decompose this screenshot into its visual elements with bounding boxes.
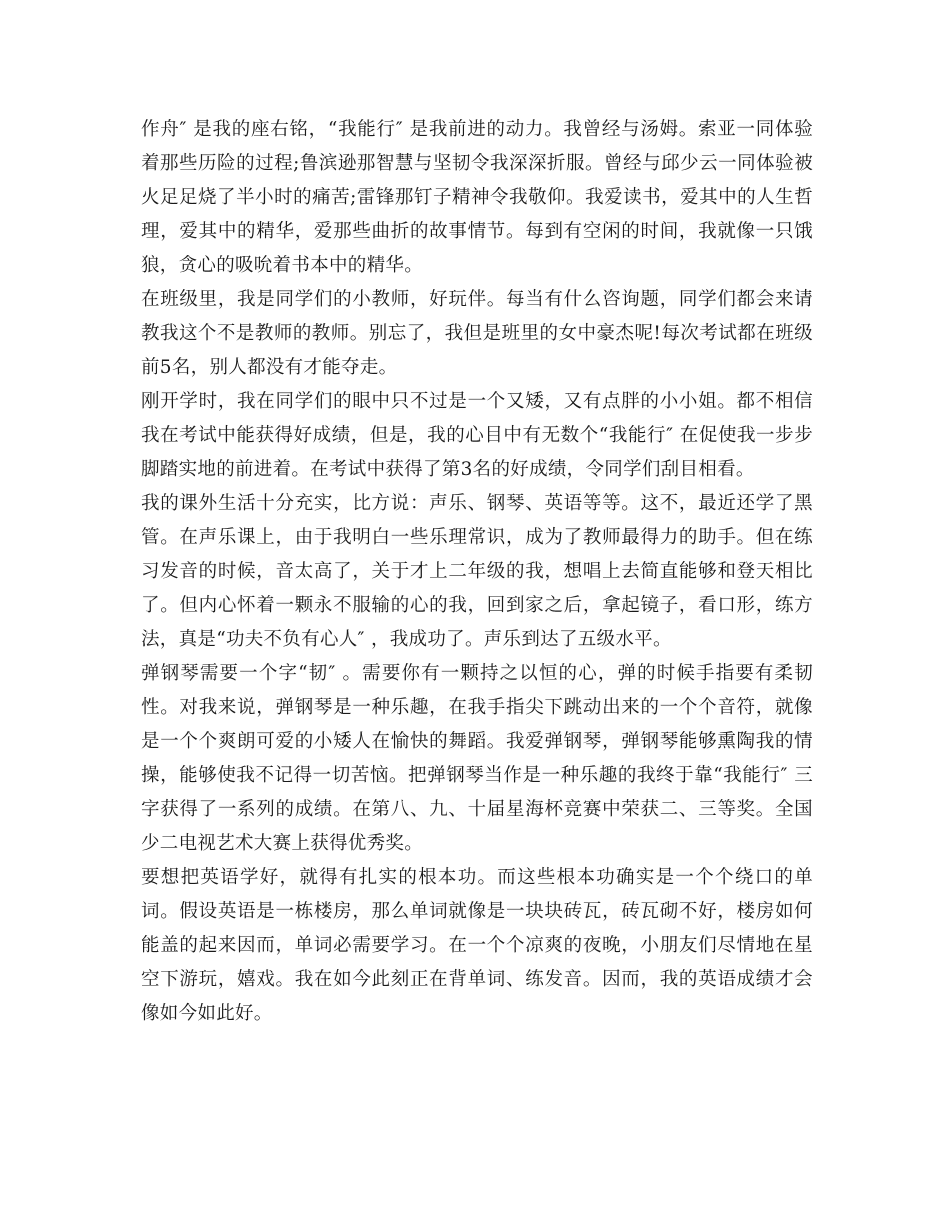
paragraph-class: 在班级里，我是同学们的小教师，好玩伴。每当有什么咨询题，同学们都会来请教我这个不是教师的教师。别忘了，我但是班里的女中豪杰呢!每次考试都在班级前5名，别人都没有才能夺走。 <box>141 289 813 378</box>
paragraph-english: 要想把英语学好，就得有扎实的根本功。而这些根本功确实是一个个绕口的单词。假设英语是一栋楼房，那么单词就像是一块块砖瓦，砖瓦砌不好，楼房如何能盖的起来因而，单词必需要学习。在一个个凉爽的夜晚，小朋友们尽情地在星空下游玩，嬉戏。我在如今此刻正在背单词、练发音。因而，我的英语成绩才会像如今如此好。 <box>141 867 813 1024</box>
paragraph-school-start: 刚开学时，我在同学们的眼中只不过是一个又矮，又有点胖的小小姐。都不相信我在考试中能获得好成绩，但是，我的心目中有无数个“我能行″ 在促使我一步步脚踏实地的前进着。在考试中获得了第3名的好成绩，令同学们刮目相看。 <box>141 391 813 480</box>
document-body <box>141 113 813 1031</box>
paragraph-piano: 弹钢琴需要一个字“韧″ 。需要你有一颗持之以恒的心，弹的时候手指要有柔韧性。对我来说，弹钢琴是一种乐趣，在我手指尖下跳动出来的一个个音符，就像是一个个爽朗可爱的小矮人在愉快的舞蹈。我爱弹钢琴，弹钢琴能够熏陶我的情操，能够使我不记得一切苦恼。把弹钢琴当作是一种乐趣的我终于靠“我能行″ 三字获得了一系列的成绩。在第八、九、十届星海杯竞赛中荣获二、三等奖。全国少二电视艺术大赛上获得优秀奖。 <box>141 663 813 854</box>
paragraph-reading: 作舟″ 是我的座右铭，“我能行″ 是我前进的动力。我曾经与汤姆。索亚一同体验着那些历险的过程;鲁滨逊那智慧与坚韧令我深深折服。曾经与邱少云一同体验被火足足烧了半小时的痛苦;雷锋那钉子精神令我敬仰。我爱读书，爱其中的人生哲理，爱其中的精华，爱那些曲折的故事情节。每到有空闲的时间，我就像一只饿狼，贪心的吸吮着书本中的精华。 <box>141 119 813 276</box>
paragraph-extracurricular: 我的课外生活十分充实，比方说：声乐、钢琴、英语等等。这不，最近还学了黑管。在声乐课上，由于我明白一些乐理常识，成为了教师最得力的助手。但在练习发音的时候，音太高了，关于才上二年级的我，想唱上去简直能够和登天相比了。但内心怀着一颗永不服输的心的我，回到家之后，拿起镜子，看口形，练方法，真是“功夫不负有心人″ ，我成功了。声乐到达了五级水平。 <box>141 493 813 650</box>
